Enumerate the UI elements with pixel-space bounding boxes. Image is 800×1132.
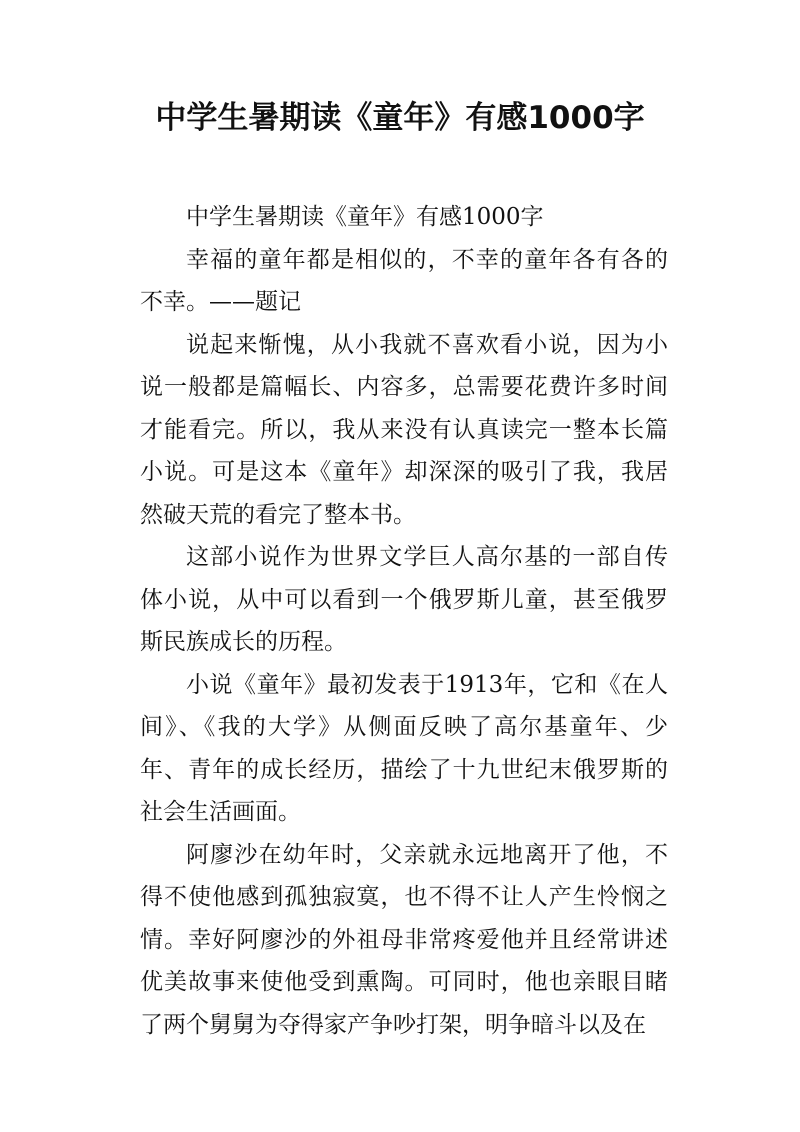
paragraph-epigraph: 幸福的童年都是相似的，不幸的童年各有各的不幸。——题记 (140, 246, 668, 315)
paragraph: 阿廖沙在幼年时，父亲就永远地离开了他，不得不使他感到孤独寂寞，也不得不让人产生怜悯之情。幸好阿廖沙的外祖母非常疼爱他并且经常讲述优美故事来使他受到熏陶。可同时，他也亲眼目睹了两个舅舅为夺得家产争吵打架，明争暗斗以及在 (140, 841, 668, 1038)
paragraph: 小说《童年》最初发表于1913年，它和《在人间》、《我的大学》从侧面反映了高尔基童年、少年、青年的成长经历，描绘了十九世纪末俄罗斯的社会生活画面。 (140, 671, 668, 825)
paragraph: 这部小说作为世界文学巨人高尔基的一部自传体小说，从中可以看到一个俄罗斯儿童，甚至俄罗斯民族成长的历程。 (140, 544, 668, 655)
paragraph: 说起来惭愧，从小我就不喜欢看小说，因为小说一般都是篇幅长、内容多，总需要花费许多时间才能看完。所以，我从来没有认真读完一整本长篇小说。可是这本《童年》却深深的吸引了我，我居然破天荒的看完了整本书。 (140, 331, 668, 528)
paragraph-subtitle: 中学生暑期读《童年》有感1000字 (186, 204, 544, 230)
document-body (140, 196, 668, 1046)
document-title: 中学生暑期读《童年》有感1000字 (155, 100, 645, 136)
